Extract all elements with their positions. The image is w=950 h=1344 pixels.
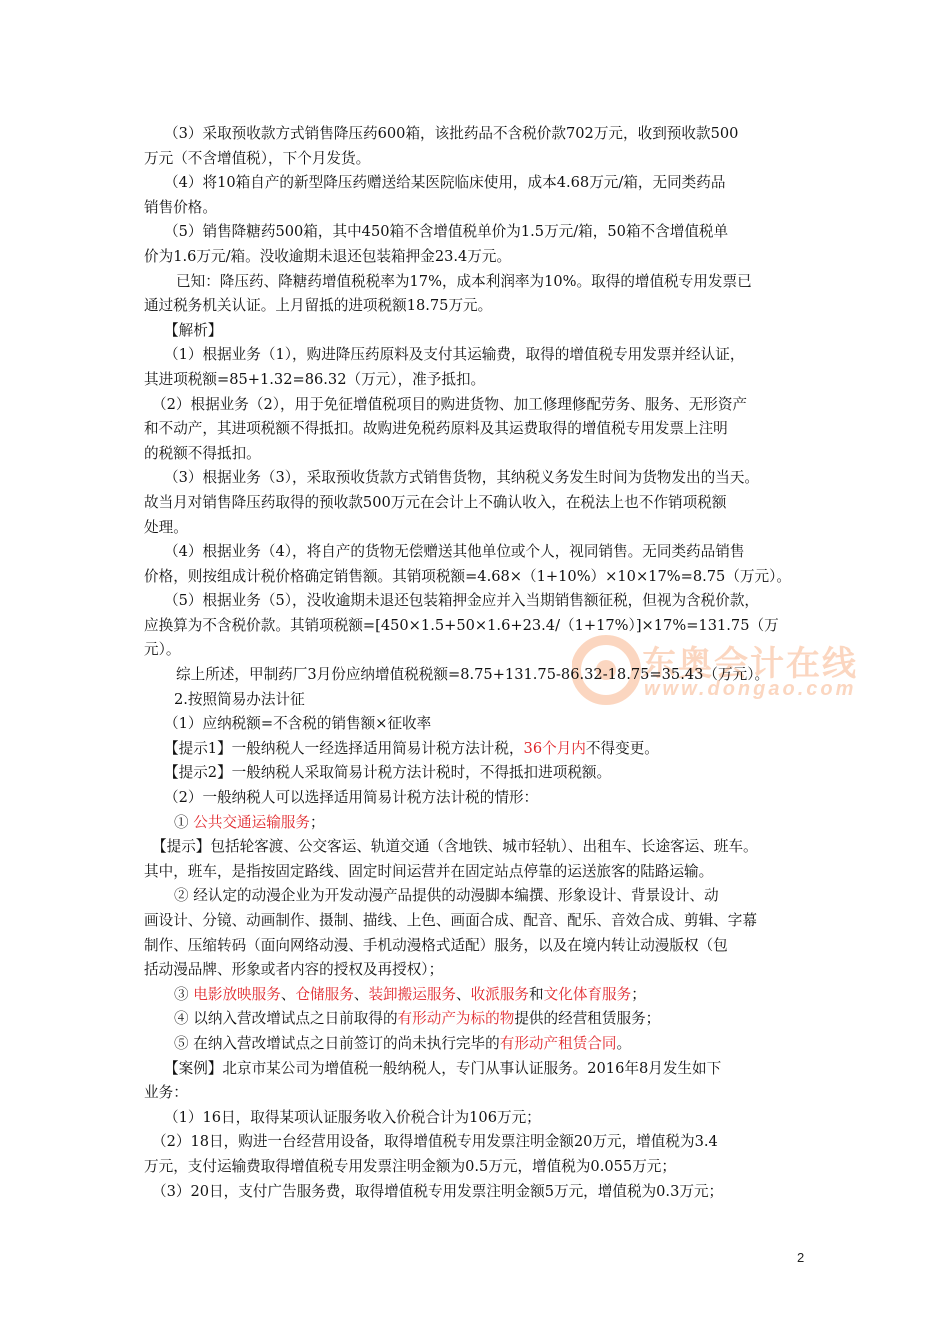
- tip-2: 【提示2】一般纳税人采取简易计税方法计税时，不得抵扣进项税额。: [164, 764, 612, 782]
- analysis-heading: 【解析】: [164, 321, 223, 339]
- circle-item-2: ② 经认定的动漫企业为开发动漫产品提供的动漫脚本编撰、形象设计、背景设计、动: [174, 887, 719, 905]
- paragraph-cont: 和不动产，其进项税额不得抵扣。故购进免税药原料及其运费取得的增值税专用发票上注明: [144, 420, 728, 438]
- case-item-cont: 万元，支付运输费取得增值税专用发票注明金额为0.5万元，增值税为0.055万元；: [144, 1157, 676, 1175]
- watermark-url: www.dongao.com: [644, 678, 857, 700]
- paragraph-cont: 销售价格。: [144, 198, 217, 216]
- circle-item-2-cont: 制作、压缩转码（面向网络动漫、手机动漫格式适配）服务，以及在境内转让动漫版权（包: [144, 936, 728, 954]
- circle-item-2-cont: 括动漫品牌、形象或者内容的授权及再授权）；: [144, 961, 444, 979]
- circle-item-5-highlight: 有形动产租赁合同: [499, 1034, 617, 1052]
- paragraph: （2）根据业务（2），用于免征增值税项目的购进货物、加工修理修配劳务、服务、无形资产: [152, 395, 748, 413]
- paragraph: （3）根据业务（3），采取预收货款方式销售货物，其纳税义务发生时间为货物发出的当天。: [164, 469, 760, 487]
- highlight: 收派服务: [470, 985, 530, 1003]
- document-body: [144, 122, 810, 1204]
- case-item: （1）16日，取得某项认证服务收入价税合计为106万元；: [164, 1108, 541, 1126]
- tip-3: 【提示】包括轮客渡、公交客运、轨道交通（含地铁、城市轻轨）、出租车、长途客运、班车。: [152, 838, 758, 856]
- case-heading: 【案例】北京市某公司为增值税一般纳税人，专门从事认证服务。2016年8月发生如下: [164, 1059, 722, 1077]
- circle-item-4-highlight: 有形动产为标的物: [397, 1010, 515, 1028]
- highlight: 仓储服务: [295, 985, 354, 1003]
- paragraph-cont: 其进项税额=85+1.32=86.32（万元），准予抵扣。: [144, 370, 486, 388]
- section-heading: 2.按照简易办法计征: [174, 690, 305, 708]
- circle-item-4: ④ 以纳入营改增试点之日前取得的有形动产为标的物提供的经营租赁服务；: [174, 1010, 661, 1028]
- highlight: 文化体育服务: [543, 985, 632, 1003]
- paragraph-cont: 的税额不得抵扣。: [144, 444, 261, 462]
- page-number: 2: [797, 1250, 805, 1265]
- paragraph: （5）销售降糖药500箱，其中450箱不含增值税单价为1.5万元/箱，50箱不含增值税单: [164, 223, 729, 241]
- paragraph: （5）根据业务（5），没收逾期未退还包装箱押金应并入当期销售额征税，但视为含税价款，: [164, 592, 760, 610]
- paragraph: （4）将10箱自产的新型降压药赠送给某医院临床使用，成本4.68万元/箱，无同类药品: [164, 174, 726, 192]
- watermark-text: 东奥会计在线: [642, 644, 858, 684]
- paragraph-cont: 故当月对销售降压药取得的预收款500万元在会计上不确认收入，在税法上也不作销项税额: [144, 493, 727, 511]
- case-item: （3）20日，支付广告服务费，取得增值税专用发票注明金额5万元，增值税为0.3万元；: [152, 1182, 724, 1200]
- paragraph-cont: 处理。: [144, 518, 188, 536]
- paragraph: 已知：降压药、降糖药增值税税率为17%，成本利润率为10%。取得的增值税专用发票已: [176, 272, 752, 290]
- circle-item-1-highlight: 公共交通运输服务: [193, 813, 311, 831]
- tip-3-cont: 其中，班车，是指按固定路线、固定时间运营并在固定站点停靠的运送旅客的陆路运输。: [144, 862, 714, 880]
- circle-item-2-cont: 画设计、分镜、动画制作、摄制、描线、上色、画面合成、配音、配乐、音效合成、剪辑、字幕: [144, 912, 757, 929]
- highlight: 电影放映服务: [193, 985, 281, 1003]
- paragraph-cont: 应换算为不含税价款。其销项税额=[450×1.5+50×1.6+23.4/（1+17%）]×17%=131.75（万: [144, 616, 779, 634]
- tip-1-highlight: 36个月内: [523, 739, 586, 757]
- paragraph: （3）采取预收款方式销售降压药600箱，该批药品不含税价款702万元，收到预收款500: [164, 125, 739, 142]
- paragraph-cont: 通过税务机关认证。上月留抵的进项税额18.75万元。: [144, 297, 493, 315]
- case-item: （2）18日，购进一台经营用设备，取得增值税专用发票注明金额20万元，增值税为3.4: [152, 1133, 718, 1151]
- paragraph: （1）根据业务（1），购进降压药原料及支付其运输费，取得的增值税专用发票并经认证，: [164, 346, 745, 364]
- summary-line: 综上所述，甲制药厂3月份应纳增值税税额=8.75+131.75-86.32-18.75=35.43（万元）。: [176, 666, 770, 684]
- paragraph-cont: 价格，则按组成计税价格确定销售额。其销项税额=4.68×（1+10%）×10×17%=8.75（万元）。: [144, 567, 792, 585]
- tip-1: 【提示1】一般纳税人一经选择适用简易计税方法计税，36个月内不得变更。: [164, 739, 659, 757]
- formula-line: （1）应纳税额=不含税的销售额×征收率: [164, 715, 432, 733]
- paragraph-cont: 价为1.6万元/箱。没收逾期未退还包装箱押金23.4万元。: [144, 247, 512, 265]
- item-2-heading: （2）一般纳税人可以选择适用简易计税方法计税的情形：: [164, 789, 539, 807]
- paragraph-cont: 元）。: [144, 641, 181, 659]
- circle-item-5: ⑤ 在纳入营改增试点之日前签订的尚未执行完毕的有形动产租赁合同。: [174, 1034, 632, 1052]
- circle-item-3: ③ 电影放映服务、仓储服务、装卸搬运服务、收派服务和文化体育服务；: [174, 985, 646, 1003]
- case-heading-cont: 业务：: [144, 1084, 188, 1102]
- paragraph: （4）根据业务（4），将自产的货物无偿赠送其他单位或个人，视同销售。无同类药品销售: [164, 543, 745, 561]
- highlight: 装卸搬运服务: [368, 985, 457, 1003]
- paragraph-cont: 万元（不含增值税），下个月发货。: [144, 149, 371, 167]
- circle-item-1: ① 公共交通运输服务；: [174, 813, 325, 831]
